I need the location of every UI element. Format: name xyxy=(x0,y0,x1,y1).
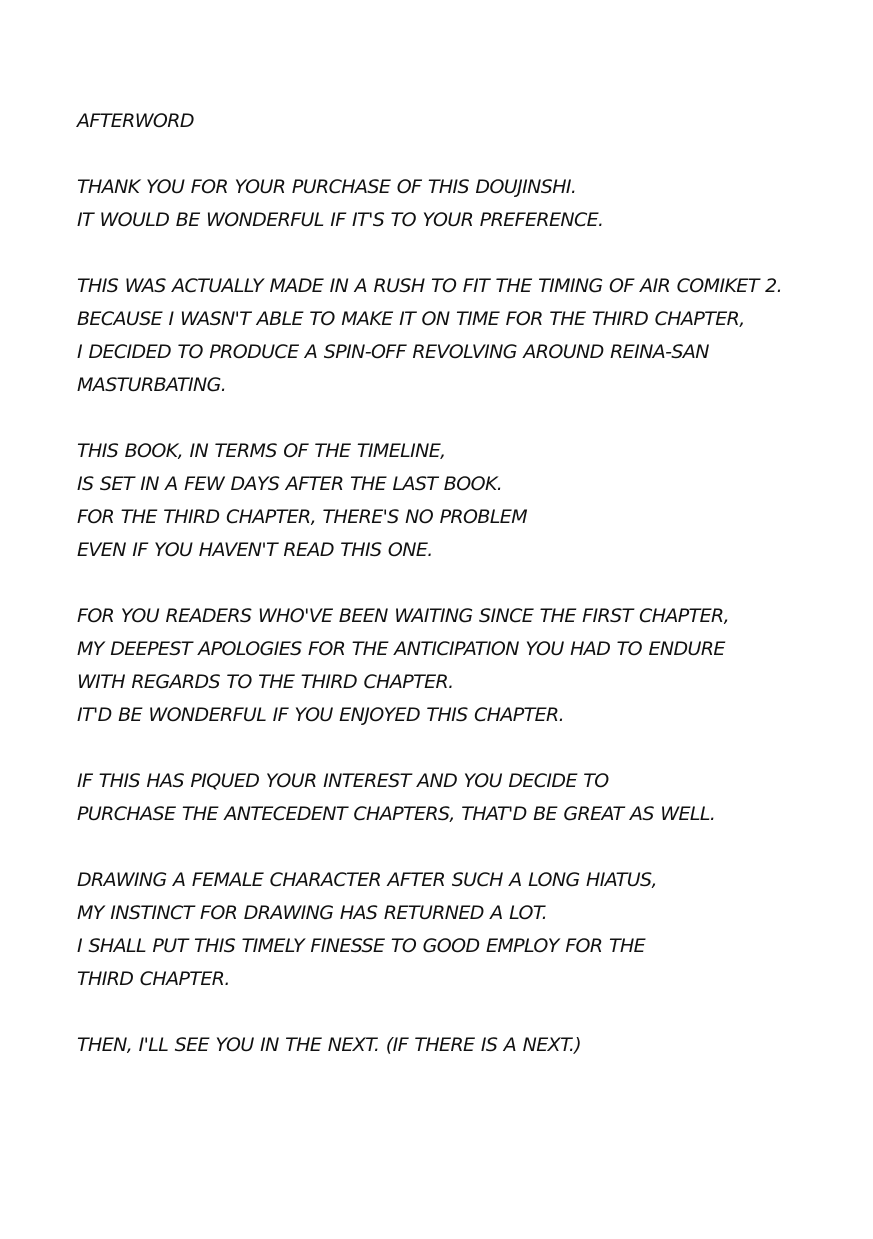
text-line: MY INSTINCT FOR DRAWING HAS RETURNED A LOT. xyxy=(77,902,548,924)
paragraph-background xyxy=(77,270,857,402)
paragraph-thanks xyxy=(77,171,857,237)
text-line: I DECIDED TO PRODUCE A SPIN-OFF REVOLVING AROUND REINA-SAN xyxy=(77,341,709,363)
paragraph-interest xyxy=(77,765,857,831)
text-line: I SHALL PUT THIS TIMELY FINESSE TO GOOD EMPLOY FOR THE xyxy=(77,935,646,957)
text-line: IS SET IN A FEW DAYS AFTER THE LAST BOOK. xyxy=(77,473,503,495)
paragraph-closing xyxy=(77,1029,857,1062)
text-line: BECAUSE I WASN'T ABLE TO MAKE IT ON TIME FOR THE THIRD CHAPTER, xyxy=(77,308,745,330)
text-line: THIS BOOK, IN TERMS OF THE TIMELINE, xyxy=(77,440,446,462)
text-line: FOR THE THIRD CHAPTER, THERE'S NO PROBLEM xyxy=(77,506,527,528)
paragraph-apology xyxy=(77,600,857,732)
text-line: THIS WAS ACTUALLY MADE IN A RUSH TO FIT THE TIMING OF AIR COMIKET 2. xyxy=(77,275,783,297)
text-line: THIRD CHAPTER. xyxy=(77,968,230,990)
text-line: EVEN IF YOU HAVEN'T READ THIS ONE. xyxy=(77,539,433,561)
text-line: FOR YOU READERS WHO'VE BEEN WAITING SINCE THE FIRST CHAPTER, xyxy=(77,605,730,627)
text-line: IF THIS HAS PIQUED YOUR INTEREST AND YOU DECIDE TO xyxy=(77,770,609,792)
text-line: DRAWING A FEMALE CHARACTER AFTER SUCH A LONG HIATUS, xyxy=(77,869,657,891)
paragraph-timeline xyxy=(77,435,857,567)
text-line: MASTURBATING. xyxy=(77,374,227,396)
page-title: AFTERWORD xyxy=(77,110,194,132)
afterword-text xyxy=(77,105,857,1095)
paragraph-drawing xyxy=(77,864,857,996)
text-line: IT WOULD BE WONDERFUL IF IT'S TO YOUR PREFERENCE. xyxy=(77,209,604,231)
text-line: MY DEEPEST APOLOGIES FOR THE ANTICIPATION YOU HAD TO ENDURE xyxy=(77,638,725,660)
text-line: THEN, I'LL SEE YOU IN THE NEXT. (IF THERE IS A NEXT.) xyxy=(77,1034,582,1056)
text-line: THANK YOU FOR YOUR PURCHASE OF THIS DOUJINSHI. xyxy=(77,176,577,198)
text-line: PURCHASE THE ANTECEDENT CHAPTERS, THAT'D BE GREAT AS WELL. xyxy=(77,803,716,825)
text-line: WITH REGARDS TO THE THIRD CHAPTER. xyxy=(77,671,454,693)
text-line: IT'D BE WONDERFUL IF YOU ENJOYED THIS CHAPTER. xyxy=(77,704,565,726)
